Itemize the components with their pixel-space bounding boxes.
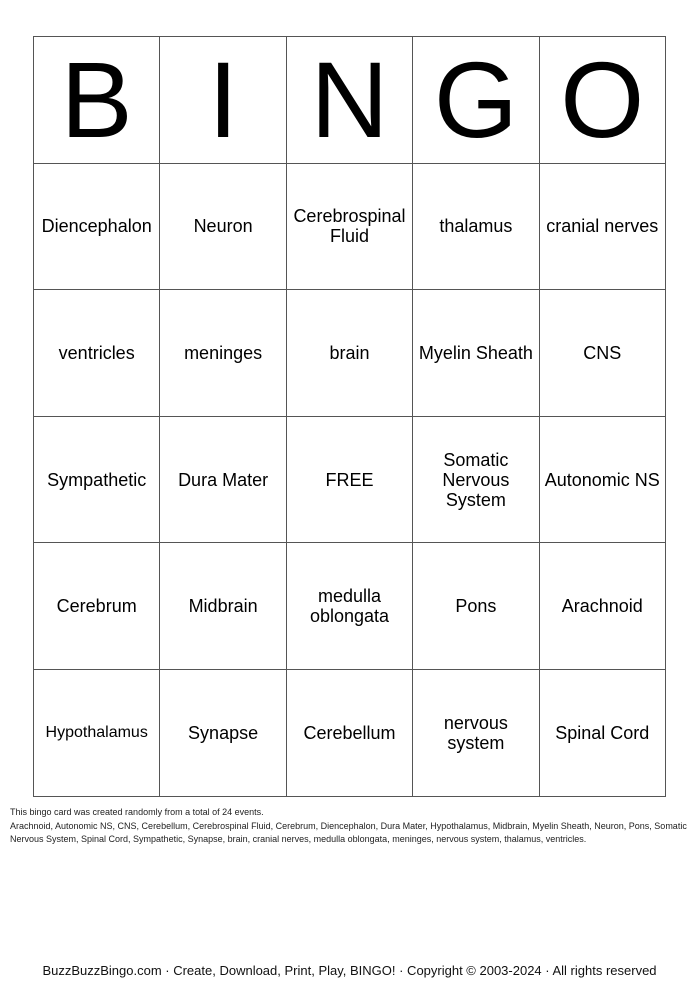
- card-cell[interactable]: Midbrain: [160, 543, 286, 670]
- card-cell[interactable]: ventricles: [34, 290, 160, 417]
- card-info: [10, 806, 690, 847]
- card-row: [34, 543, 666, 670]
- card-cell[interactable]: thalamus: [413, 163, 539, 290]
- card-cell[interactable]: brain: [286, 290, 412, 417]
- card-cell[interactable]: Synapse: [160, 669, 286, 796]
- card-cell[interactable]: Autonomic NS: [539, 416, 665, 543]
- header-letter-g: G: [413, 37, 539, 164]
- card-cell[interactable]: Cerebrum: [34, 543, 160, 670]
- card-cell[interactable]: Myelin Sheath: [413, 290, 539, 417]
- card-cell[interactable]: Sympathetic: [34, 416, 160, 543]
- card-cell[interactable]: Hypothalamus: [34, 669, 160, 796]
- card-cell[interactable]: Arachnoid: [539, 543, 665, 670]
- card-cell[interactable]: nervous system: [413, 669, 539, 796]
- header-row: [34, 37, 666, 164]
- card-cell[interactable]: Spinal Cord: [539, 669, 665, 796]
- card-cell[interactable]: Cerebrospinal Fluid: [286, 163, 412, 290]
- card-cell[interactable]: Diencephalon: [34, 163, 160, 290]
- card-cell[interactable]: Pons: [413, 543, 539, 670]
- card-cell[interactable]: CNS: [539, 290, 665, 417]
- card-cell[interactable]: medulla oblongata: [286, 543, 412, 670]
- info-event-list: Arachnoid, Autonomic NS, CNS, Cerebellum, Cerebrospinal Fluid, Cerebrum, Diencephalon, Dura Mater, Hypothalamus, Midbrain, Myelin Sheath, Neuron, Pons, Somatic Nervous System, Spinal Cord, Sympathetic, Synapse, brain, cranial nerves, medulla oblongata, meninges, nervous system, thalamus, ventricles.: [10, 820, 687, 844]
- card-row: [34, 416, 666, 543]
- card-row: [34, 163, 666, 290]
- free-cell[interactable]: FREE: [286, 416, 412, 543]
- card-row: [34, 290, 666, 417]
- header-letter-b: B: [34, 37, 160, 164]
- card-cell[interactable]: meninges: [160, 290, 286, 417]
- header-letter-i: I: [160, 37, 286, 164]
- header-letter-n: N: [286, 37, 412, 164]
- bingo-card: [33, 36, 666, 797]
- card-cell[interactable]: cranial nerves: [539, 163, 665, 290]
- info-summary: This bingo card was created randomly from a total of 24 events.: [10, 807, 264, 817]
- card-row: [34, 669, 666, 796]
- card-cell[interactable]: Dura Mater: [160, 416, 286, 543]
- card-cell[interactable]: Cerebellum: [286, 669, 412, 796]
- card-cell[interactable]: Neuron: [160, 163, 286, 290]
- footer: BuzzBuzzBingo.com · Create, Download, Print, Play, BINGO! · Copyright © 2003-2024 · All rights reserved: [42, 963, 657, 978]
- header-letter-o: O: [539, 37, 665, 164]
- card-cell[interactable]: Somatic Nervous System: [413, 416, 539, 543]
